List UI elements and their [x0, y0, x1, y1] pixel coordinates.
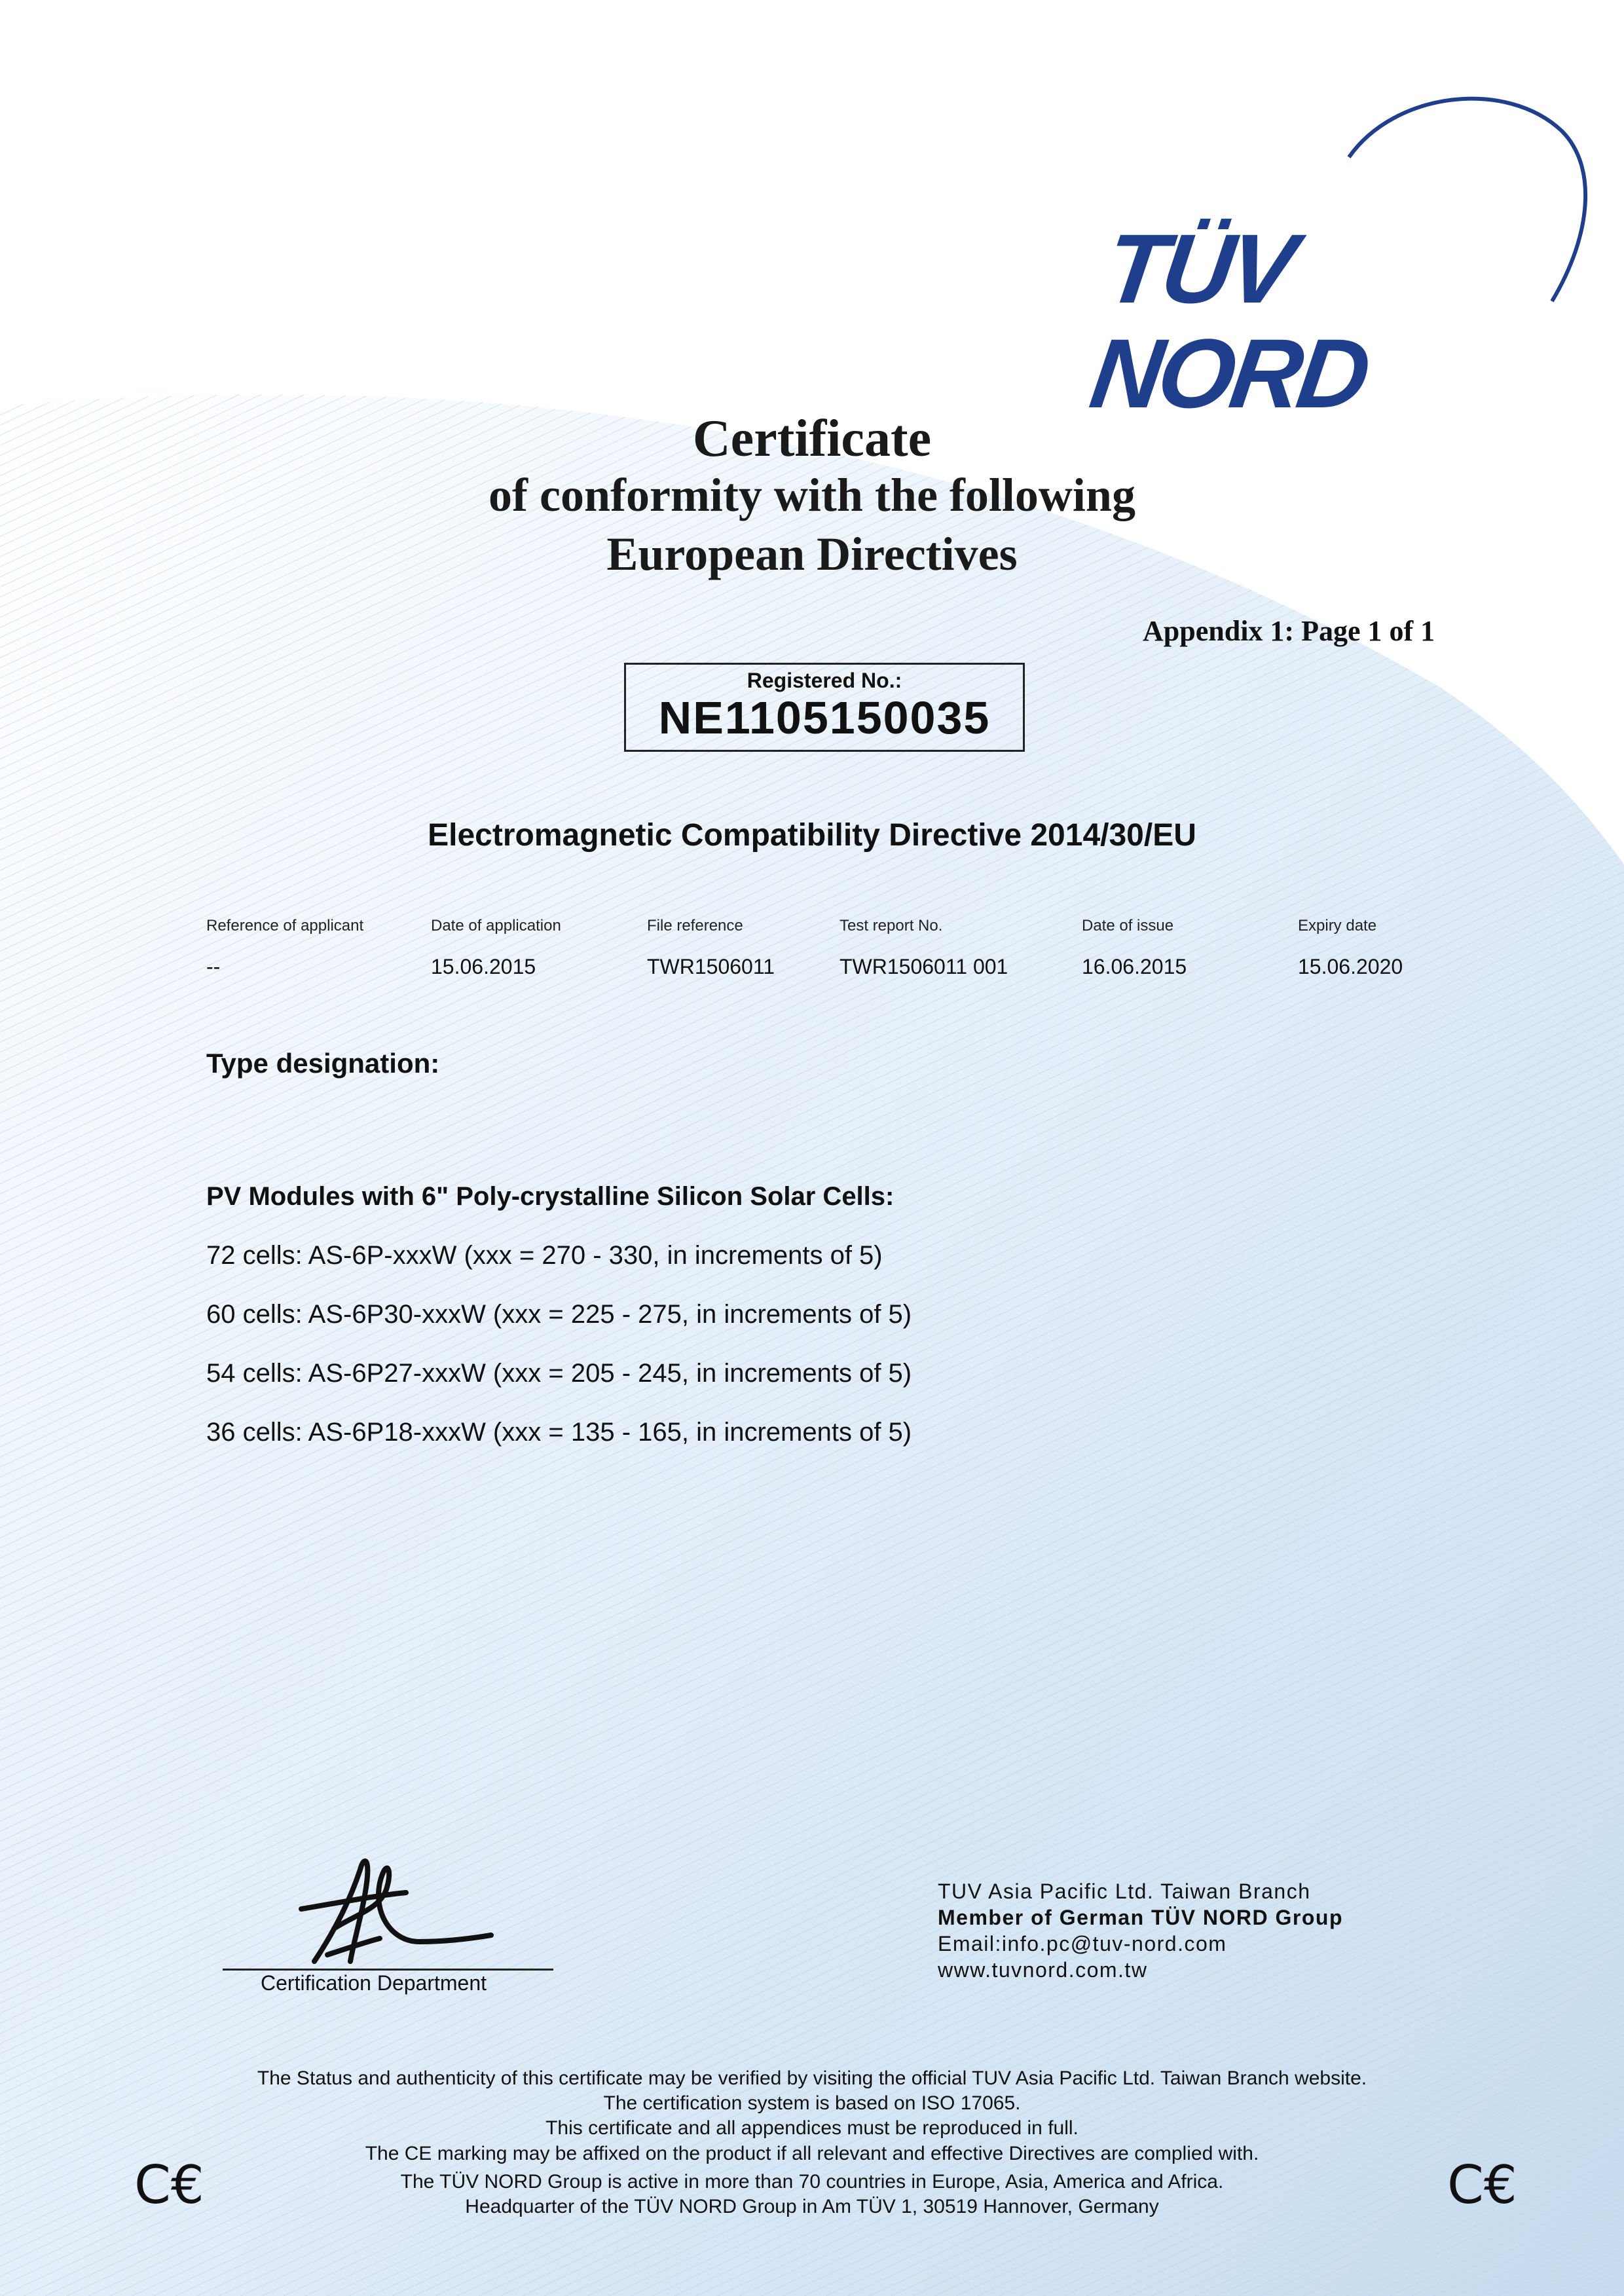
table-header: Expiry date	[1298, 917, 1377, 935]
footer-line: The certification system is based on ISO 17065.	[603, 2092, 1021, 2114]
table-header: File reference	[647, 917, 743, 935]
branch-info	[938, 1878, 1343, 1983]
certificate-subtitle-1: of conformity with the following	[489, 469, 1135, 521]
registration-box	[624, 663, 1025, 752]
model-line: 36 cells: AS-6P18-xxxW (xxx = 135 - 165, in increments of 5)	[206, 1418, 912, 1447]
footer-line: This certificate and all appendices must be reproduced in full.	[545, 2117, 1079, 2139]
signature-caption: Certification Department	[261, 1971, 487, 1995]
table-header: Reference of applicant	[206, 917, 364, 935]
table-cell: TWR1506011	[647, 955, 775, 978]
model-line: 54 cells: AS-6P27-xxxW (xxx = 205 - 245, in increments of 5)	[206, 1359, 912, 1388]
branch-name: TUV Asia Pacific Ltd. Taiwan Branch	[938, 1879, 1311, 1903]
signature-line	[223, 1969, 553, 1971]
table-cell: 15.06.2015	[431, 955, 536, 978]
certificate-title: Certificate	[692, 410, 932, 468]
branch-email: Email:info.pc@tuv-nord.com	[938, 1932, 1227, 1955]
signature	[288, 1830, 504, 1974]
table-cell: TWR1506011 001	[840, 955, 1008, 978]
registration-label: Registered No.:	[747, 669, 902, 692]
branch-member: Member of German TÜV NORD Group	[938, 1906, 1343, 1929]
branch-website: www.tuvnord.com.tw	[938, 1958, 1148, 1982]
table-header: Date of issue	[1082, 917, 1174, 935]
table-cell: 16.06.2015	[1082, 955, 1187, 978]
footer-line: The TÜV NORD Group is active in more than 70 countries in Europe, Asia, America and Africa.	[400, 2171, 1224, 2193]
model-line: 60 cells: AS-6P30-xxxW (xxx = 225 - 275, in increments of 5)	[206, 1300, 912, 1329]
footer-ce-statement: The CE marking may be affixed on the product if all relevant and effective Directives are complied with.	[365, 2143, 1259, 2164]
table-cell: --	[206, 955, 221, 978]
footer-line: The Status and authenticity of this certificate may be verified by visiting the official TUV Asia Pacific Ltd. Taiwan Branch website.	[257, 2067, 1367, 2089]
pv-modules-heading: PV Modules with 6" Poly-crystalline Silicon Solar Cells:	[206, 1182, 895, 1211]
registration-number: NE1105150035	[658, 692, 991, 743]
ce-mark-left-icon: C€	[134, 2155, 204, 2215]
table-header: Date of application	[431, 917, 561, 935]
ce-mark-right-icon: C€	[1447, 2155, 1517, 2215]
model-line: 72 cells: AS-6P-xxxW (xxx = 270 - 330, in increments of 5)	[206, 1241, 883, 1270]
appendix-label: Appendix 1: Page 1 of 1	[1143, 615, 1435, 647]
tuv-nord-logo: TÜV NORD	[1084, 213, 1373, 428]
type-designation-heading: Type designation:	[206, 1048, 440, 1079]
directive-title: Electromagnetic Compatibility Directive 2014/30/EU	[428, 818, 1196, 853]
table-header: Test report No.	[840, 917, 943, 935]
table-cell: 15.06.2020	[1298, 955, 1403, 978]
footer-line: Headquarter of the TÜV NORD Group in Am TÜV 1, 30519 Hannover, Germany	[465, 2196, 1159, 2217]
certificate-subtitle-2: European Directives	[606, 528, 1018, 580]
